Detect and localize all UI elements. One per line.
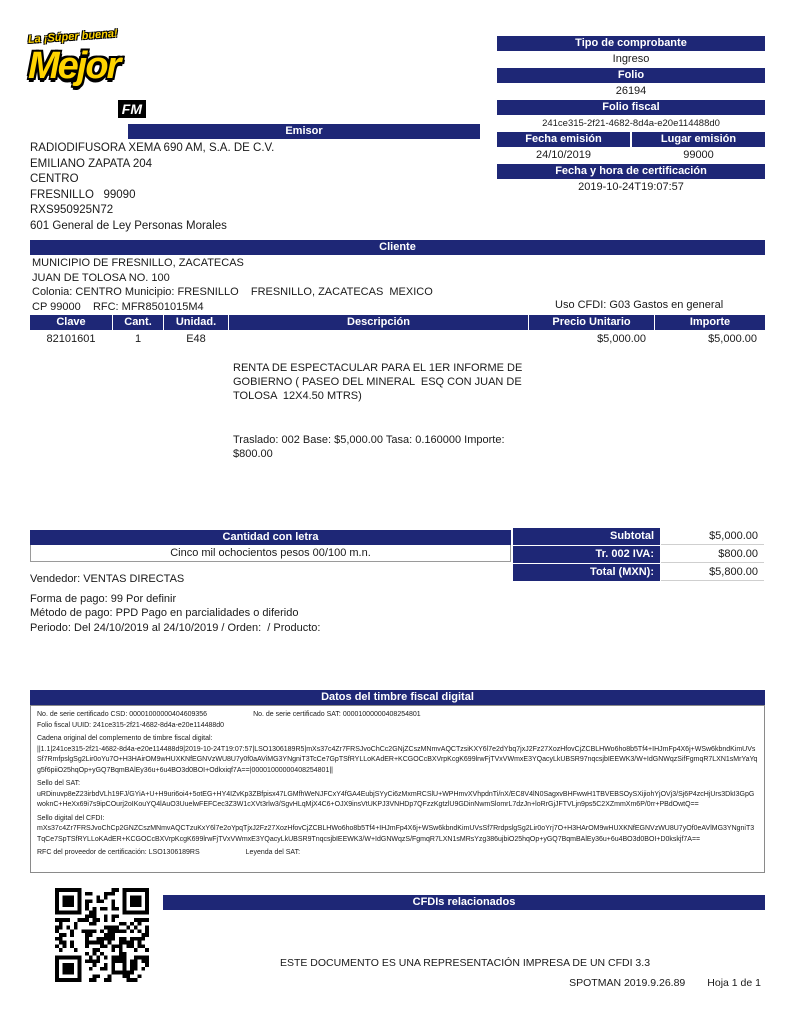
cantidad-con-letra: [30, 530, 511, 562]
lugar-emision-header: Lugar emisión: [632, 132, 765, 147]
total-value: $5,800.00: [661, 564, 764, 581]
emisor-regimen: 601 General de Ley Personas Morales: [30, 219, 227, 232]
cfdis-relacionados-header: CFDIs relacionados: [163, 895, 765, 910]
logo-name: Mejor: [28, 45, 120, 87]
item-descripcion-impuestos: Traslado: 002 Base: $5,000.00 Tasa: 0.160000 Importe: $800.00: [233, 434, 508, 460]
folio-header: Folio: [497, 68, 765, 83]
tipo-comprobante-value: Ingreso: [612, 53, 650, 65]
item-cantidad: 1: [134, 333, 142, 345]
col-header-clave: Clave: [30, 315, 112, 330]
subtotal-value: $5,000.00: [661, 528, 764, 545]
cadena-original-value: ||1.1|241ce315-2f21-4682-8d4a-e20e114488d9|2019-10-24T19:07:57|LSO1306189R5|mXs37c4Zr7FRSJvoChCc2GNjZCszMNmvAQCTzsiKXY6l7e2dYbq7jxJ2Fz27XozHfovCjZCBLHWo6ho8b5Tf4+IHJmFp4X6j+WSw6kbndKimUVsSf7RmfpslgSg2Lir0oYu7O+H3HAirOM9wHUXKNfEGNVzWU8U7y0f0aAViMG3YNgniT3TcCe7GpTSfRYLLoKAdER+KCGOCcBXVrpKcgK699lrwFjTVxVWmxE3YQacyLkUBSR97nqcsjbIEEWK3/W+IdGNWqzSifFgmqR7LXN1sMrYaYqg5f6piiO25hqOp+yGQ7BqmBAlEy36u+6u4BO3d0BOI+Odkxiqf7A==|00001000000408254801||: [37, 745, 758, 774]
fecha-certificacion-value: 2019-10-24T19:07:57: [578, 181, 684, 193]
totales-table: [513, 528, 765, 581]
emisor-colonia: CENTRO: [30, 173, 79, 185]
cliente-cp-rfc: CP 99000 RFC: MFR8501015M4: [32, 300, 204, 313]
emisor-rfc: RXS950925N72: [30, 204, 114, 216]
voucher-summary-table: [497, 36, 765, 195]
col-header-importe: Importe: [655, 315, 765, 330]
sello-sat-value: uRDinuvp8eZ23irbdVLh19FJ/GYiA+U+H9uri6oi4+5otEG+HY4IZvKp3ZBfpisx47LGMfhWeNJFCxY4fGA4EubjSYyCi6zMxmRCSlU+WPHmvXVhpdnTi/nX/EC8V4lN0SagxvBHFwwH1TBVEBSOySXijiohYjOVj3/Sj6P4zcHjUrs3DkI3GpGwoknC+HeXx69i7s9ipCOurj2oIKouYQ4lAuO3UuelwFEFCec3Z3W1cXVt3rlw3/SgvHLqMjX4C6+OJX9insVtUKPJ3VNHDp7QFzzKgtzlU9GDinNwmSlomrL7dzJn+loRrGjJFTVLjn9ps5C2XZmmXm6P/0rr+PBdOwtQ==: [37, 790, 755, 808]
cadena-original-label: Cadena original del complemento de timbre fiscal digital:: [37, 735, 213, 742]
footer-software-version: SPOTMAN 2019.9.26.89: [569, 977, 686, 989]
emisor-razon-social: RADIODIFUSORA XEMA 690 AM, S.A. DE C.V.: [30, 142, 275, 154]
cantidad-con-letra-value: Cinco mil ochocientos pesos 00/100 m.n.: [30, 545, 511, 562]
uso-cfdi: Uso CFDI: G03 Gastos en general: [555, 299, 724, 311]
iva-label: Tr. 002 IVA:: [513, 546, 660, 563]
emisor-ciudad-cp: FRESNILLO 99090: [30, 188, 136, 201]
qr-code: [55, 888, 149, 982]
sello-sat-label: Sello del SAT:: [37, 780, 81, 787]
item-precio-unitario: $5,000.00: [597, 333, 646, 345]
rfc-proveedor-certificacion: RFC del proveedor de certificación: LSO1306189RS: [37, 849, 200, 856]
tipo-comprobante-header: Tipo de comprobante: [497, 36, 765, 51]
fecha-emision-value: 24/10/2019: [535, 149, 592, 161]
cliente-calle: JUAN DE TOLOSA NO. 100: [32, 271, 170, 284]
cliente-nombre: MUNICIPIO DE FRESNILLO, ZACATECAS: [32, 257, 244, 269]
leyenda-sat-label: Leyenda del SAT:: [245, 849, 301, 856]
sello-cfdi-value: mXs37c4Zr7FRSJvoChCp2GNZCszMNmvAQCTzuKxY6l7e2oYpqTjxJ2Fz27XozHfovCjZCBLHWo6ho8b5Tf4+IHJmFp4X6j+WSw6kbndKimUVsSf7RrdpslgSg2Lir0oYrj7O+H3HArOM9wHUXKNfEGNVzWU8U7yOf0eAVlMG3YNgniT3TqCe7SpTSfRYLLoKAdER+KCGOCcBXVrpKcgK699lrwFjTVxVWmxE3YQacyLkUBSR9TnqcsjbIEEWK3/W+IdGNWqzS/FgmqR7LXN1sMRsYzg386ujbiO25hqOp+yGQ7BqmBAlEy36u+6u4BO3d0BOI+D0kskjf7A==: [37, 825, 755, 843]
item-importe: $5,000.00: [708, 333, 757, 345]
logo-fm-badge: FM: [118, 100, 146, 118]
vendedor-line: Vendedor: VENTAS DIRECTAS: [30, 573, 185, 585]
col-header-cant: Cant.: [113, 315, 163, 330]
folio-fiscal-uuid: Folio fiscal UUID: 241ce315-2f21-4682-8d4a-e20e114488d0: [37, 721, 225, 729]
folio-value: 26194: [615, 85, 647, 97]
footer-meta: [165, 977, 765, 989]
col-header-precio-unitario: Precio Unitario: [529, 315, 654, 330]
folio-fiscal-header: Folio fiscal: [497, 100, 765, 115]
la-mejor-fm-logo: [27, 27, 146, 118]
fecha-emision-header: Fecha emisión: [497, 132, 630, 147]
footer-legal-text: ESTE DOCUMENTO ES UNA REPRESENTACIÓN IMPRESA DE UN CFDI 3.3: [279, 957, 651, 969]
footer-page-number: Hoja 1 de 1: [707, 977, 761, 989]
timbre-box: [30, 705, 765, 873]
col-header-unidad: Unidad.: [164, 315, 228, 330]
periodo-line: Periodo: Del 24/10/2019 al 24/10/2019 / Orden: / Producto:: [30, 621, 321, 634]
subtotal-row: [513, 528, 765, 545]
logo-tagline: La ¡Súper buena!: [27, 27, 119, 46]
fecha-certificacion-header: Fecha y hora de certificación: [497, 164, 765, 179]
emisor-header: Emisor: [128, 124, 480, 139]
items-table-header: [30, 315, 765, 330]
forma-pago-line: Forma de pago: 99 Por definir: [30, 592, 177, 605]
cliente-info: [32, 256, 552, 314]
pago-info: [30, 572, 530, 635]
total-label: Total (MXN):: [513, 564, 660, 581]
serie-certificado-sat: No. de serie certificado SAT: 00001000000408254801: [253, 711, 421, 718]
emisor-info: [30, 141, 490, 234]
subtotal-label: Subtotal: [513, 528, 660, 545]
item-descripcion: [229, 333, 528, 489]
qr-code-svg: [55, 888, 149, 982]
folio-fiscal-value: 241ce315-2f21-4682-8d4a-e20e114488d0: [542, 118, 720, 129]
iva-row: [513, 546, 765, 563]
item-clave: 82101601: [46, 333, 96, 345]
emisor-calle: EMILIANO ZAPATA 204: [30, 157, 153, 170]
serie-certificado-csd: No. de serie certificado CSD: 00001000000404609356: [37, 711, 208, 718]
sello-cfdi-label: Sello digital del CFDI:: [37, 814, 105, 822]
item-descripcion-texto: RENTA DE ESPECTACULAR PARA EL 1ER INFORME DE GOBIERNO ( PASEO DEL MINERAL ESQ CON JUAN DE TOLOSA 12X4.50 MTRS): [233, 362, 526, 402]
item-unidad: E48: [186, 333, 206, 345]
total-row: [513, 564, 765, 581]
iva-value: $800.00: [661, 546, 764, 563]
timbre-header: Datos del timbre fiscal digital: [30, 690, 765, 705]
col-header-descripcion: Descripción: [229, 315, 528, 330]
cliente-header: Cliente: [30, 240, 765, 255]
table-row: [30, 333, 765, 489]
cantidad-con-letra-header: Cantidad con letra: [30, 530, 511, 545]
lugar-emision-value: 99000: [683, 149, 714, 161]
metodo-pago-line: Método de pago: PPD Pago en parcialidades o diferido: [30, 607, 299, 619]
cliente-colonia-municipio: Colonia: CENTRO Municipio: FRESNILLO FRESNILLO, ZACATECAS MEXICO: [32, 286, 433, 298]
